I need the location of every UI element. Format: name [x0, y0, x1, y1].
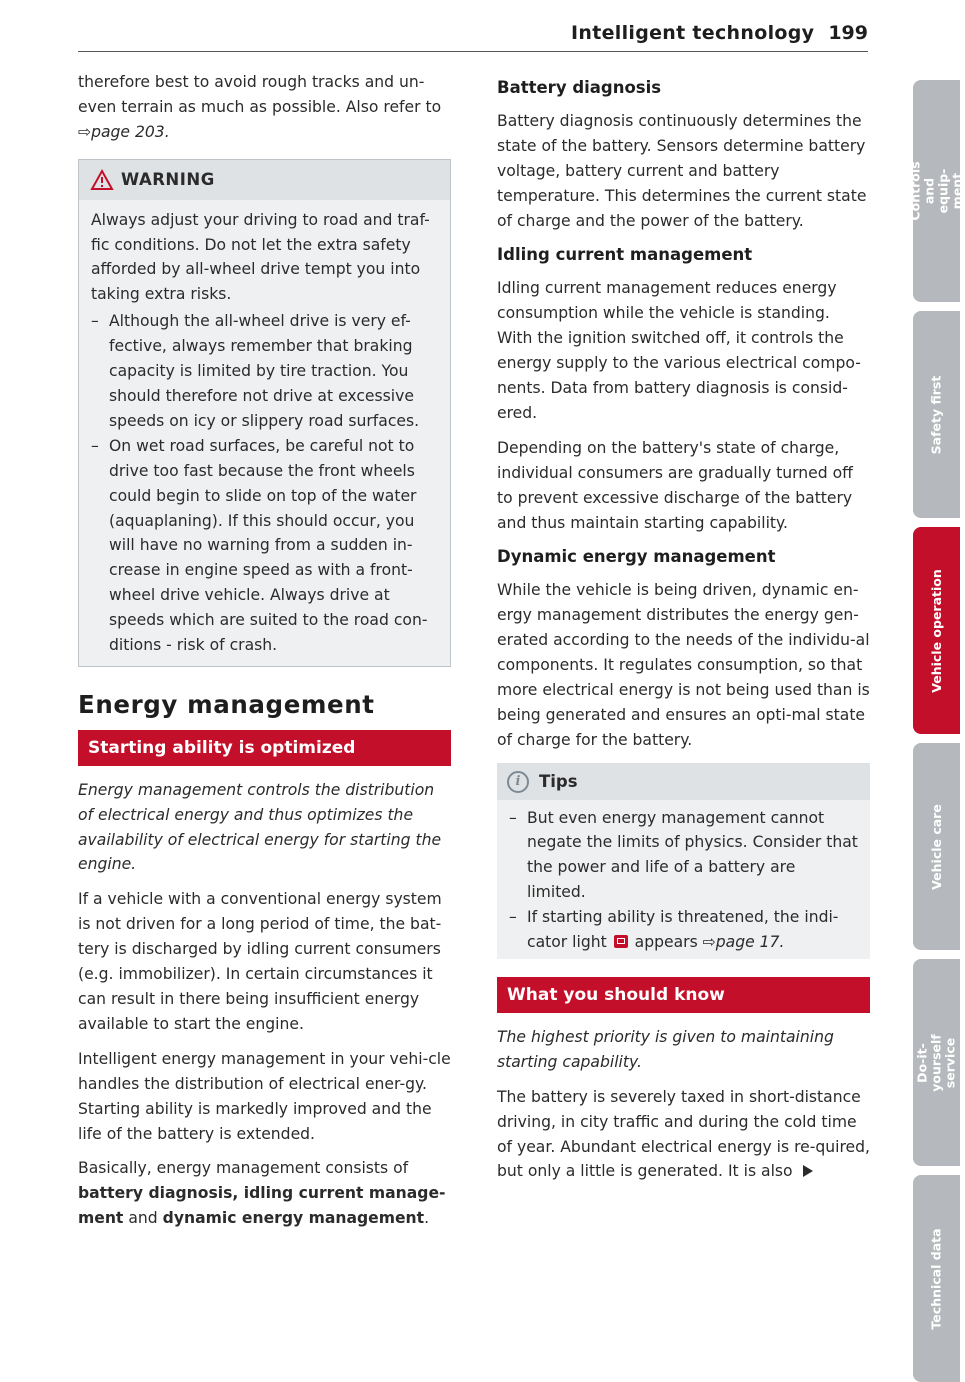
page-ref-link[interactable]: ⇨page 203. — [78, 122, 170, 141]
battery-diagnosis-heading: Battery diagnosis — [497, 78, 662, 97]
page-ref-link[interactable]: ⇨page 17. — [702, 933, 785, 952]
bold-term: battery diagnosis, idling current manage-ment — [78, 1184, 446, 1228]
tab-vehicle-care[interactable] — [913, 743, 960, 950]
tab-label: Do-it-yourself service — [914, 1033, 958, 1092]
paragraph-text: The battery is severely taxed in short-distance driving, in city traffic and during the cold time of year. Abundant electrical energy is re-quired, but only a little is generated. It is also — [497, 1087, 870, 1181]
paragraph: While the vehicle is being driven, dynamic en-ergy management distributes the energy gen-erated according to the needs of the individu-al components. It regulates consumption, so that more electrical energy is not being used than is being generated and ensures an opti-mal state of charge for the battery. — [497, 581, 870, 749]
paragraph-text: and — [128, 1209, 158, 1228]
page-number: 199 — [828, 22, 868, 44]
warning-item: – Although the all-wheel drive is very ef-fective, always remember that braking capacity is limited by tire traction. You should therefore not drive at excessive speeds on icy or slippery road surfaces. — [91, 309, 438, 434]
tab-controls[interactable] — [907, 80, 965, 302]
paragraph-text: Basically, energy management consists of — [78, 1159, 409, 1178]
tips-body — [497, 800, 870, 959]
tips-item: – But even energy management cannot negate the limits of physics. Consider that the power and life of a battery are limited. — [509, 806, 858, 906]
tab-label: Controls and equip-ment — [907, 161, 965, 221]
dynamic-energy-heading: Dynamic energy management — [497, 547, 776, 567]
bold-term: dynamic energy management — [162, 1209, 425, 1228]
italic-intro — [78, 778, 451, 878]
subsection-bar: Starting ability is optimized — [78, 730, 451, 766]
paragraph: If a vehicle with a conventional energy system is not driven for a long period of time, the bat-tery is discharged by idling current consumers (e.g. immobilizer). In certain circumstances it can result in there being insufficient energy available to start the engine. — [78, 890, 442, 1033]
paragraph: Idling current management reduces energy consumption while the vehicle is standing. With the ignition switched off, it controls the energy supply to the various electrical compo-nents. Data from battery diagnosis is consid-ered. — [497, 279, 861, 422]
italic-intro-text: Energy management controls the distribution of electrical energy and thus optimizes the availability of electrical energy for starting the engine. — [78, 780, 442, 874]
paragraph: Battery diagnosis continuously determines the state of the battery. Sensors determine battery voltage, battery current and battery temperature. This determines the current state of charge and the power of the battery. — [497, 111, 867, 230]
tab-label: Vehicle operation — [928, 568, 944, 693]
tab-label: Safety first — [928, 375, 944, 454]
header-rule — [78, 51, 868, 52]
intro-text: therefore best to avoid rough tracks and un-even terrain as much as possible. Also refer to — [78, 73, 442, 116]
tab-technical-data[interactable] — [913, 1175, 960, 1382]
warning-triangle-icon — [91, 170, 113, 190]
tips-box — [497, 763, 870, 959]
tab-label: Vehicle care — [928, 803, 944, 890]
paragraph: Intelligent energy management in your vehi-cle handles the distribution of electrical ener-gy. Starting ability is markedly improved and the life of the battery is extended. — [78, 1049, 451, 1143]
warning-box — [78, 159, 451, 667]
tab-do-it-yourself[interactable] — [913, 959, 960, 1166]
tips-item — [509, 905, 858, 955]
paragraph — [497, 1085, 870, 1185]
continue-arrow-icon — [803, 1165, 813, 1177]
tips-header — [497, 763, 870, 800]
warning-header — [79, 160, 450, 200]
left-column — [78, 70, 451, 1241]
subsection-bar: What you should know — [497, 977, 870, 1013]
header-section-title: Intelligent technology — [571, 22, 815, 44]
paragraph — [78, 1156, 451, 1231]
idling-current-heading: Idling current management — [497, 245, 753, 265]
battery-indicator-icon — [614, 935, 628, 948]
tips-text: appears — [634, 933, 698, 952]
italic-intro — [497, 1025, 870, 1075]
warning-lead: Always adjust your driving to road and traf-fic conditions. Do not let the extra safety afforded by all-wheel drive tempt you into taking extra risks. — [91, 210, 430, 304]
warning-item: – On wet road surfaces, be careful not to drive too fast because the front wheels could begin to slide on top of the water (aquaplaning). If this should occur, you will have no warning from a sudden in-crease in engine speed as with a front-wheel drive vehicle. Always drive at speeds which are suited to the road con-ditions - risk of crash. — [91, 434, 438, 658]
intro-paragraph — [78, 70, 451, 145]
section-heading: Energy management — [78, 689, 375, 719]
tips-text: If starting ability is threatened, the indi-cator light — [527, 908, 839, 952]
paragraph-text: . — [424, 1209, 430, 1228]
tab-vehicle-operation[interactable] — [913, 527, 960, 734]
tab-safety[interactable] — [913, 311, 960, 518]
tab-label: Technical data — [928, 1227, 944, 1330]
italic-intro-text: The highest priority is given to maintaining starting capability. — [497, 1027, 834, 1071]
warning-title: WARNING — [121, 169, 215, 189]
warning-list — [91, 309, 438, 658]
warning-body — [79, 200, 450, 666]
paragraph: Depending on the battery's state of charge, individual consumers are gradually turned off to prevent excessive discharge of the battery and thus maintain starting capability. — [497, 438, 853, 532]
tips-title: Tips — [539, 771, 578, 791]
right-column — [497, 70, 870, 1194]
tips-list — [509, 806, 858, 955]
page-header — [571, 22, 868, 44]
info-icon: i — [507, 771, 529, 793]
